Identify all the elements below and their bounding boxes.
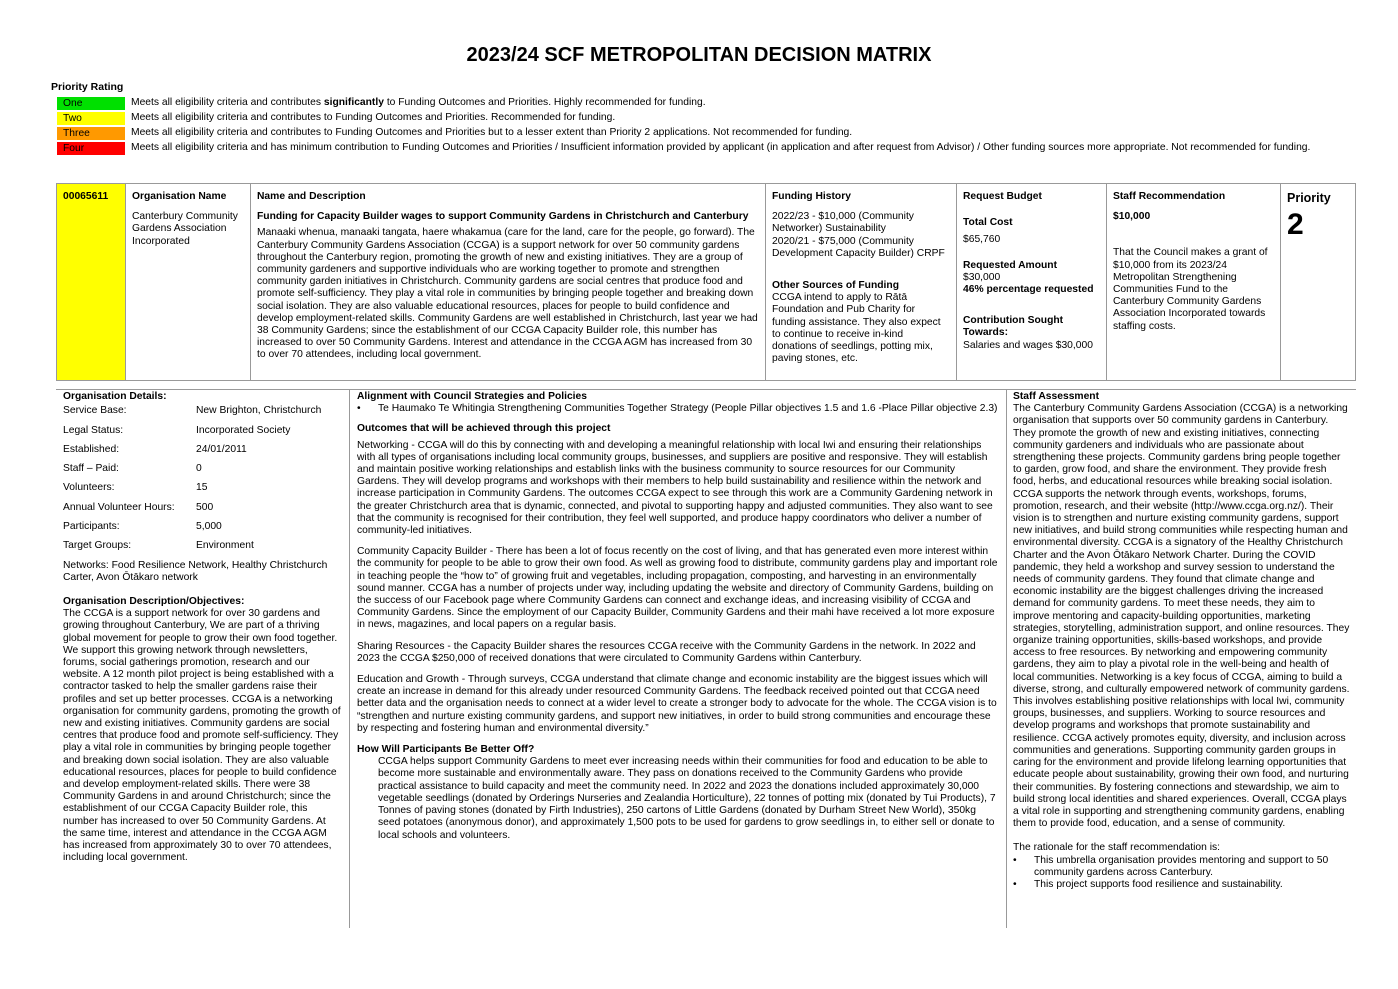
priority-description-text: Meets all eligibility criteria and contributes to Funding Outcomes and Priorities. Recommended for funding. [131, 112, 616, 123]
priority-value: 2 [1287, 208, 1304, 242]
detail-label: Service Base: [63, 405, 127, 417]
outcome-paragraph: Networking - CCGA will do this by connecting with and developing a meaningful relationship with local Iwi and ensuring their relationships with all types of organisations including local community groups, businesses, and suppliers are positive and responsive. They will establish and maintain positive working relationships and establish links with the business community to source resources for our Community Gardens. They will develop programs and workshops with their members to help build sustainability and resilience within the network and increase participation in Community Gardens. The outcomes CCGA expect to see through this work are a Community Gardening network in the greater Christchurch area that is dynamic, connected, and pivotal to supporting happy and adjusted communities. They also want to see that the community is recognised for their contribution, they feel well supported, and produce happy coordinators who deliver a number of community-led initiatives. [357, 439, 993, 537]
organisation-details-list [63, 405, 341, 559]
detail-label: Staff – Paid: [63, 463, 119, 475]
priority-rating-row [57, 97, 1317, 110]
name-description-heading: Name and Description [257, 191, 366, 202]
staff-recommendation-heading: Staff Recommendation [1113, 191, 1226, 202]
other-sources: CCGA intend to apply to Rātā Foundation and Pub Charity for funding assistance. They also expect to continue to receive in-kind donations of seedlings, potting mix, paving stones, etc. [772, 292, 941, 365]
outcome-paragraph: Education and Growth - Through surveys, CCGA understand that climate change and economic instability are the biggest issues which will create an increase in demand for this already under resourced Community Gardens. The feedback received pointed out that CCGA need better data and the organisation needs to connect at a wider level to create a stronger body to advocate for the whole. The CCGA vision is to “strengthen and nurture existing community gardens, and support new initiatives, in order to build strong communities and encourage these by respecting and fostering human and environmental diversity.” [357, 674, 997, 734]
organisation-details [63, 391, 341, 864]
organisation-description-heading: Organisation Description/Objectives: [63, 595, 245, 607]
priority-description-text: to Funding Outcomes and Priorities. Highly recommended for funding. [383, 97, 706, 108]
bullet-icon: • [357, 403, 361, 415]
total-cost-label: Total Cost [963, 217, 1013, 229]
funding-history-cell [766, 184, 957, 380]
project-title: Funding for Capacity Builder wages to support Community Gardens in Christchurch and Canterbury [257, 211, 749, 223]
project-description: Manaaki whenua, manaaki tangata, haere whakamua (care for the land, care for the people, go forward). The Canterbury Community Gardens Association (CCGA) is a support network for over 50 community gardens throughout the Canterbury region, promoting the growth of new and existing initiatives. They are a group of community gardeners and supportive individuals who are working together to promote and strengthen community garden initiatives in Christchurch. Community gardens are social centres that produce food and promote self-sufficiency. They play a vital role in communities by bringing people together and breaking down social isolation. They are also valuable educational resources, places for people to build confidence and develop employment-related skills. Community Gardens are well established in Christchurch, last year we had 38 Community Gardens; since the establishment of our CCGA Capacity Builder role, this number has increased to over 50 Community Gardens. Interest and attendance in the CCGA AGM has increased from 30 to over 70 attendees, including local government. [257, 227, 758, 361]
priority-description-text: Meets all eligibility criteria and contributes to Funding Outcomes and Priorities but to a lesser extent than Priority 2 applications. Not recommended for funding. [131, 127, 853, 138]
detail-value: 0 [196, 463, 202, 475]
priority-rating-row [57, 127, 1317, 140]
organisation-detail-row [63, 482, 341, 501]
detail-label: Target Groups: [63, 540, 132, 552]
detail-label: Volunteers: [63, 482, 115, 494]
priority-swatch: Two [57, 112, 125, 125]
detail-label: Annual Volunteer Hours: [63, 501, 175, 513]
outcome-paragraph: Community Capacity Builder - There has been a lot of focus recently on the cost of living, and that has generated even more interest within the community for people to be able to grow their own food. As well as growing food to distribute, community gardens play and important role in teaching people the “how to” of growing fruit and vegetables, including propagation, composting, and harvesting in an environmentally sound manner. CCGA has a number of projects under way, including updating the website and directory of Community Gardens, building on the success of our Facebook page where Community Gardens can connect and exchange ideas, and increasing visibility of CCGA and Community Gardens. Since the employment of our Capacity Builder, Community Gardens and their mahi have received a lot more exposure in news, magazines, and local papers on a regular basis. [357, 546, 998, 631]
staff-recommendation-text: That the Council makes a grant of $10,000 from its 2023/24 Metropolitan Strengthening Communities Fund to the Canterbury Community Gardens Association Incorporated towards staffing costs. [1113, 247, 1268, 332]
priority-cell [1281, 184, 1355, 380]
organisation-detail-row [63, 540, 341, 559]
better-off-heading: How Will Participants Be Better Off? [357, 744, 535, 756]
priority-heading: Priority [1287, 191, 1331, 205]
detail-value: 15 [196, 482, 208, 494]
alignment-bullet-text: Te Haumako Te Whitingia Strengthening Communities Together Strategy (People Pillar objectives 1.5 and 1.6 -Place Pillar objective 2.3) [378, 403, 998, 415]
priority-swatch: Four [57, 142, 125, 155]
staff-assessment-heading: Staff Assessment [1013, 391, 1100, 402]
total-cost: $65,760 [963, 234, 1001, 246]
organisation-detail-row [63, 405, 341, 424]
page-title: 2023/24 SCF METROPOLITAN DECISION MATRIX [466, 44, 932, 66]
column-divider [349, 390, 350, 928]
application-id: 00065611 [63, 191, 109, 202]
organisation-name-cell [126, 184, 251, 380]
rationale-item [1013, 855, 1351, 879]
networks: Networks: Food Resilience Network, Healthy Christchurch Carter, Avon Ōtākaro network [63, 559, 328, 583]
application-id-cell [57, 184, 126, 380]
priority-description-text: Meets all eligibility criteria and has minimum contribution to Funding Outcomes and Priorities / Insufficient information provided by applicant (in application and after request from Advisor) / Other funding sources more appropriate. Not recommended for funding. [131, 142, 1311, 153]
priority-rating-legend [57, 97, 1317, 157]
priority-swatch: Three [57, 127, 125, 140]
percentage-requested: 46% percentage requested [963, 284, 1094, 296]
organisation-detail-row [63, 425, 341, 444]
staff-assessment [1013, 391, 1351, 891]
detail-label: Legal Status: [63, 424, 124, 436]
staff-recommendation-cell [1107, 184, 1281, 380]
bullet-icon: • [1013, 878, 1017, 890]
contribution-label: Contribution Sought Towards: [963, 315, 1064, 339]
column-divider [1006, 390, 1007, 928]
rationale-list [1013, 855, 1351, 892]
organisation-details-heading: Organisation Details: [63, 391, 167, 402]
outcomes-heading: Outcomes that will be achieved through this project [357, 423, 611, 435]
requested-amount-label: Requested Amount [963, 259, 1058, 271]
funding-history-heading: Funding History [772, 191, 851, 202]
detail-value: 24/01/2011 [196, 443, 247, 455]
priority-description [125, 97, 1311, 110]
outcomes-list [357, 440, 999, 735]
alignment-bullet [357, 403, 999, 415]
detail-value: New Brighton, Christchurch [196, 405, 322, 417]
requested-amount: $30,000 [963, 271, 1001, 283]
detail-label: Participants: [63, 520, 120, 532]
priority-description [125, 142, 1311, 155]
staff-recommendation-amount: $10,000 [1113, 211, 1151, 223]
organisation-detail-row [63, 444, 341, 463]
priority-description-emphasis: significantly [323, 97, 384, 108]
detail-value: Environment [196, 540, 254, 552]
priority-rating-heading: Priority Rating [51, 81, 124, 93]
bullet-icon: • [1013, 854, 1017, 866]
request-budget-cell [957, 184, 1107, 380]
alignment-section [357, 391, 999, 842]
better-off-text: CCGA helps support Community Gardens to meet ever increasing needs within their communities for food and education to be able to become more sustainable and environmentally aware. They pass on donations received to the Community Gardens who provide practical assistance to build capacity and meet the community need. In 2022 and 2023 the donations included approximately 30,000 vegetable seedlings (donated by Orderings Nurseries and Zealandia Horticulture), 22 tonnes of potting mix (donated by Tui Products), 7 Tonnes of paving stones (donated by Firth Industries), 250 cartons of Little Gardens (donated by Durham Street New World), 350kg seed potatoes (anonymous donor), and approximately 1,500 pots to be used for gardens to grow seedlings in, to either sell or donate to local schools and volunteers. [378, 756, 996, 841]
funding-history: 2022/23 - $10,000 (Community Networker) Sustainability 2020/21 - $75,000 (Community Development Capacity Builder) CRPF [772, 211, 945, 259]
detail-value: 500 [196, 501, 214, 513]
rationale-item [1013, 879, 1351, 891]
priority-rating-row [57, 142, 1317, 155]
organisation-name-heading: Organisation Name [132, 191, 227, 202]
organisation-detail-row [63, 502, 341, 521]
staff-assessment-text: The Canterbury Community Gardens Association (CCGA) is a networking organisation that supports over 50 community gardens in Canterbury. They promote the growth of new and existing initiatives, connecting community gardeners and individuals who are passionate about strengthening these projects. Community gardens bring people together to garden, grow food, and share the environment. They provide fresh food, herbs, and educational resources while breaking social isolation. CCGA supports the network through events, workshops, forums, promotion, research, and their website (http://www.ccga.org.nz/). Their vision is to strengthen and nurture existing community gardens, support new initiatives, and build strong communities while respecting human and environmental diversity. CCGA is a signatory of the Healthy Christchurch Charter and the Avon Ōtākaro Network Charter. During the COVID pandemic, they held a workshop and survey session to understand the needs of community gardens. They found that climate change and economic instability are the biggest challenges driving the increased demand for community gardens. To meet these needs, they aim to improve mentoring and capacity-building opportunities, marketing strategies, storytelling, administration support, and online resources. They organize training opportunities, skills-based workshops, and provide access to free resources. By networking and empowering community gardens, they aim to play a pivotal role in the well-being and health of local communities. Networking is a key focus of CCGA, aiming to build a diverse, strong, and culturally empowered network of community gardens. This involves establishing positive relationships with local Iwi, community groups, businesses, and suppliers. Working to source resources and develop programs and workshops that promote sustainability and resilience. CCGA actively promotes equity, diversity, and inclusion across communities and generations. Supporting community garden groups in caring for the environment and provide lifelong learning opportunities that educate people about sustainability, growing their own food, and nurturing their communities. By fostering connections and stewardship, we aim to build strong local identities and shared experiences. Overall, CCGA plays a vital role in supporting and strengthening community gardens, enabling them to provide food, education, and a sense of community. [1013, 403, 1350, 830]
other-sources-heading: Other Sources of Funding [772, 280, 899, 292]
organisation-detail-row [63, 463, 341, 482]
organisation-description: The CCGA is a support network for over 30 gardens and growing throughout Canterbury, We are part of a thriving global movement for people to grow their own food together. We support this growing network through newsletters, forums, social gatherings promotion, research and our website. A 12 month pilot project is being established with a contractor tasked to help the smaller gardens raise their profiles and set up better processes. CCGA is a networking organisation for community gardens, promoting the growth of new and existing initiatives. Community gardens are social centres that produce food and promote self-sufficiency. They play a vital role in communities by bringing people together and breaking down social isolation. They are also valuable educational resources, places for people to build confidence and develop employment-related skills. There were 38 Community Gardens in and around Christchurch; since the establishment of our CCGA Capacity Builder role, this number has increased to over 50 Community Gardens. At the same time, interest and attendance in the CCGA AGM has increased from approximately 30 to over 70 attendees, including local government. [63, 608, 341, 864]
priority-description-text: Meets all eligibility criteria and contributes [131, 97, 324, 108]
application-summary-table [56, 183, 1356, 381]
detail-value: 5,000 [196, 520, 222, 532]
organisation-name: Canterbury Community Gardens Association Incorporated [132, 211, 238, 247]
project-description-cell [251, 184, 766, 380]
rationale-text: This umbrella organisation provides mentoring and support to 50 community gardens across Canterbury. [1034, 854, 1329, 878]
request-budget-heading: Request Budget [963, 191, 1042, 202]
priority-description [125, 112, 1311, 125]
rationale-intro: The rationale for the staff recommendation is: [1013, 842, 1220, 854]
detail-label: Established: [63, 443, 120, 455]
organisation-detail-row [63, 521, 341, 540]
detail-value: Incorporated Society [196, 424, 291, 436]
alignment-heading: Alignment with Council Strategies and Policies [357, 391, 588, 402]
priority-description [125, 127, 1311, 140]
contribution: Salaries and wages $30,000 [963, 339, 1093, 351]
rationale-text: This project supports food resilience and sustainability. [1034, 878, 1283, 890]
section-divider [56, 389, 1356, 390]
priority-swatch: One [57, 97, 125, 110]
priority-rating-row [57, 112, 1317, 125]
outcome-paragraph: Sharing Resources - the Capacity Builder shares the resources CCGA receive with the Community Gardens in the network. In 2022 and 2023 the CCGA $250,000 of received donations that were circulated to Community Gardens within Canterbury. [357, 640, 976, 664]
